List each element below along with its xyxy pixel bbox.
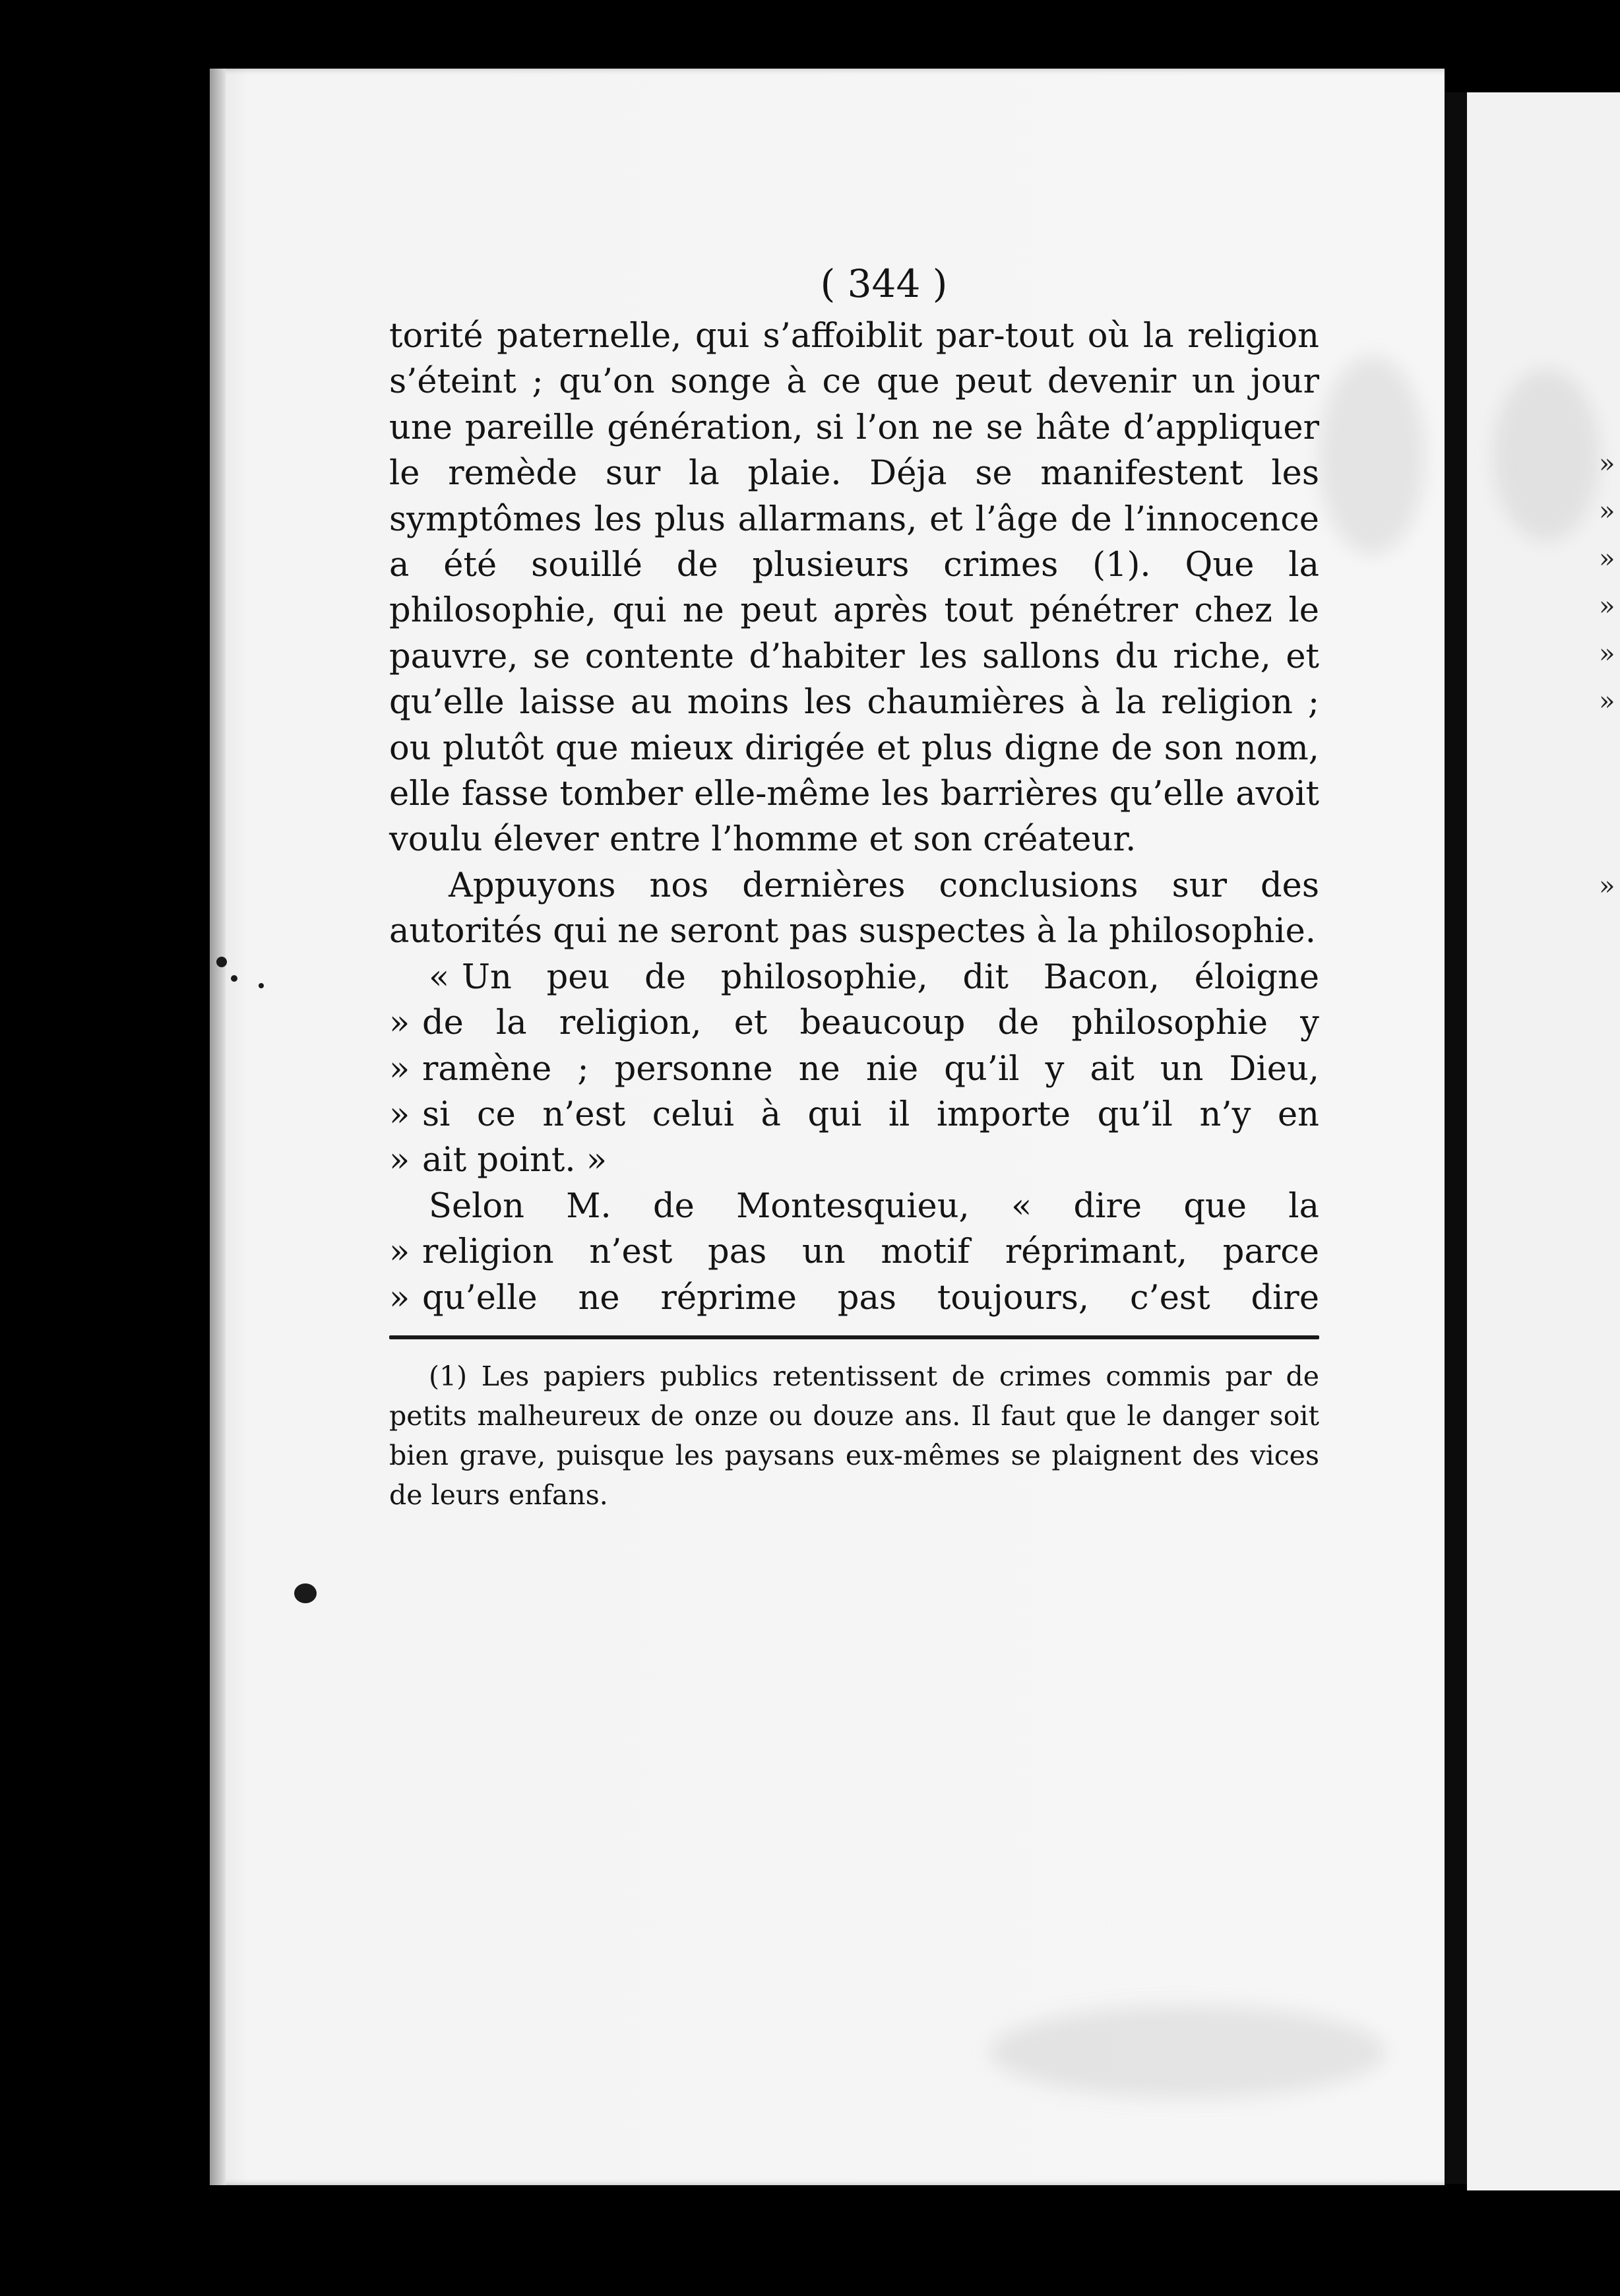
bacon-quotation <box>389 955 1319 1184</box>
adjacent-page-fragment <box>1467 92 1620 2190</box>
adjacent-quote-mark: » <box>1599 871 1615 901</box>
quote-line <box>389 1137 1319 1183</box>
quote-line <box>389 1229 1319 1275</box>
adjacent-quote-mark: » <box>1599 544 1615 574</box>
adjacent-quote-mark: » <box>1599 449 1615 479</box>
adjacent-quote-mark: » <box>1599 686 1615 717</box>
ink-blot <box>294 1583 317 1603</box>
ink-speck <box>259 983 264 988</box>
quote-mark: » <box>389 1049 410 1089</box>
quote-mark: » <box>389 1095 410 1134</box>
ink-speck <box>216 957 227 967</box>
page-edge-shadow <box>210 69 226 2185</box>
quote-line <box>389 1275 1319 1321</box>
quote-text: Un peu de philosophie, dit Bacon, éloigne <box>462 957 1319 997</box>
book-gutter <box>1445 92 1467 2184</box>
quote-line <box>389 1000 1319 1046</box>
paragraph: torité paternelle, qui s’affoiblit par-tout où la religion s’éteint ; qu’on songe à ce que peut devenir un jour une pareille génération, si l’on ne se hâte d’appliquer le remède sur la plaie. Déja se manifestent les symptômes les plus allarmans, et l’âge de l’innocence a été souillé de plusieurs crimes (1). Que la philosophie, qui ne peut après tout pénétrer chez le pauvre, se contente d’habiter les sallons du riche, et qu’elle laisse au moins les chaumières à la religion ; ou plutôt que mieux dirigée et plus digne de son nom, elle fasse tomber elle-même les barrières qu’elle avoit voulu élever entre l’homme et son créateur. <box>389 317 1319 860</box>
quote-mark: » <box>389 1141 410 1180</box>
adjacent-quote-mark: » <box>1599 591 1615 622</box>
quote-text: de la religion, et beaucoup de philosophie y <box>422 1004 1319 1043</box>
quote-line <box>389 1092 1319 1137</box>
paper-stain <box>989 2006 1385 2098</box>
quote-text: Selon M. de Montesquieu, « dire que la <box>429 1186 1319 1226</box>
quote-mark: « <box>429 957 450 997</box>
main-text <box>389 313 1319 955</box>
quote-text: qu’elle ne réprime pas toujours, c’est dire <box>422 1278 1319 1318</box>
footnote-divider <box>389 1335 1319 1339</box>
paragraph: Appuyons nos dernières conclusions sur des autorités qui ne seront pas suspectes à la philosophie. <box>389 866 1319 951</box>
quote-mark: » <box>389 1232 410 1272</box>
quote-text: religion n’est pas un motif réprimant, parce <box>422 1232 1319 1272</box>
quote-mark: » <box>389 1004 410 1043</box>
quote-text: ait point. » <box>422 1141 608 1180</box>
page-number: ( 344 ) <box>820 261 948 306</box>
quote-mark: » <box>389 1278 410 1318</box>
footnote: (1) Les papiers publics retentissent de crimes commis par de petits malheureux de onze ou douze ans. Il faut que le danger soit bien grave, puisque les paysans eux-mêmes se plaignent des vices de leurs enfans. <box>389 1360 1319 1511</box>
quote-text: ramène ; personne ne nie qu’il y ait un Dieu, <box>422 1049 1319 1089</box>
quote-text: si ce n’est celui à qui il importe qu’il n’y en <box>422 1095 1319 1134</box>
ink-speck <box>231 975 237 982</box>
quote-line <box>389 955 1319 1000</box>
paper-stain <box>1319 356 1425 554</box>
quote-line <box>389 1046 1319 1092</box>
adjacent-quote-mark: » <box>1599 496 1615 526</box>
paper-stain <box>1493 369 1599 541</box>
quote-line <box>389 1184 1319 1229</box>
adjacent-quote-mark: » <box>1599 639 1615 669</box>
page-content <box>389 261 1319 1890</box>
montesquieu-quotation <box>389 1184 1319 1321</box>
